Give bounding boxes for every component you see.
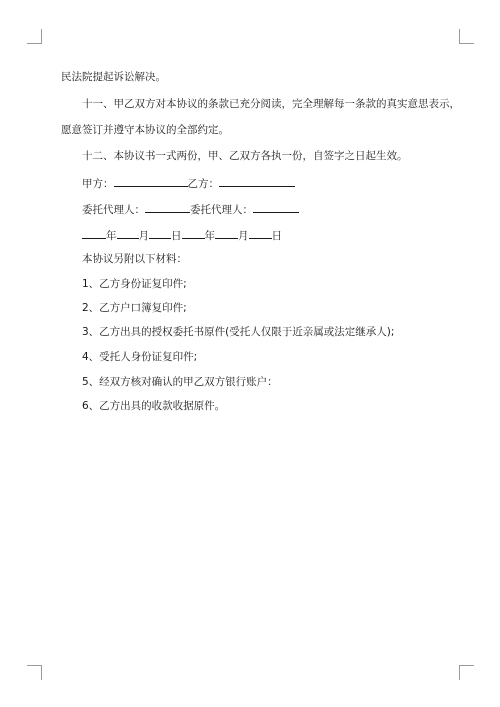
- agent-a-label: 委托代理人：: [82, 204, 145, 216]
- date-b-year-label: 年: [204, 230, 215, 242]
- crop-mark-bottom-right: [459, 665, 474, 680]
- date-a-day-label: 日: [171, 230, 182, 242]
- party-b-blank[interactable]: [219, 175, 295, 187]
- attachment-item: 5、经双方核对确认的甲乙双方银行账户：: [82, 376, 278, 388]
- attachment-item: 6、乙方出具的收款收据原件。: [82, 400, 226, 412]
- date-a-year-label: 年: [106, 230, 117, 242]
- signature-parties-row: [82, 175, 295, 191]
- attachment-item: 3、乙方出具的授权委托书原件(受托人仅限于近亲属或法定继承人);: [82, 326, 395, 338]
- signature-agents-row: [82, 201, 299, 217]
- clause-12: 十二、本协议书一式两份，甲、乙双方各执一份，自签字之日起生效。: [82, 150, 408, 162]
- attachment-item: 2、乙方户口簿复印件;: [82, 302, 187, 314]
- date-b-month-label: 月: [238, 230, 249, 242]
- clause-11-line-1: 十一、甲乙双方对本协议的条款已充分阅读，完全理解每一条款的真实意思表示，: [82, 98, 460, 110]
- crop-mark-top-left: [27, 29, 42, 44]
- agent-b-blank[interactable]: [253, 201, 299, 213]
- party-a-label: 甲方：: [82, 178, 114, 190]
- party-a-blank[interactable]: [114, 175, 188, 187]
- date-b-year-blank[interactable]: [182, 227, 205, 239]
- date-b-month-blank[interactable]: [215, 227, 238, 239]
- clause-11-line-2: 愿意签订并遵守本协议的全部约定。: [61, 124, 229, 136]
- agent-a-blank[interactable]: [145, 201, 190, 213]
- crop-mark-bottom-left: [27, 665, 42, 680]
- date-a-month-blank[interactable]: [117, 227, 139, 239]
- attachment-item: 1、乙方身份证复印件;: [82, 278, 187, 290]
- date-b-day-label: 日: [271, 230, 282, 242]
- party-b-label: 乙方：: [187, 178, 219, 190]
- date-a-month-label: 月: [138, 230, 149, 242]
- crop-mark-top-right: [459, 29, 474, 44]
- clause-10-end: 民法院提起诉讼解决。: [61, 71, 166, 83]
- date-b-day-blank[interactable]: [249, 227, 272, 239]
- attachments-title: 本协议另附以下材料：: [82, 253, 187, 265]
- date-a-day-blank[interactable]: [149, 227, 171, 239]
- attachment-item: 4、受托人身份证复印件;: [82, 351, 198, 363]
- agent-b-label: 委托代理人：: [190, 204, 253, 216]
- signature-dates-row: [82, 227, 282, 243]
- date-a-year-blank[interactable]: [82, 227, 106, 239]
